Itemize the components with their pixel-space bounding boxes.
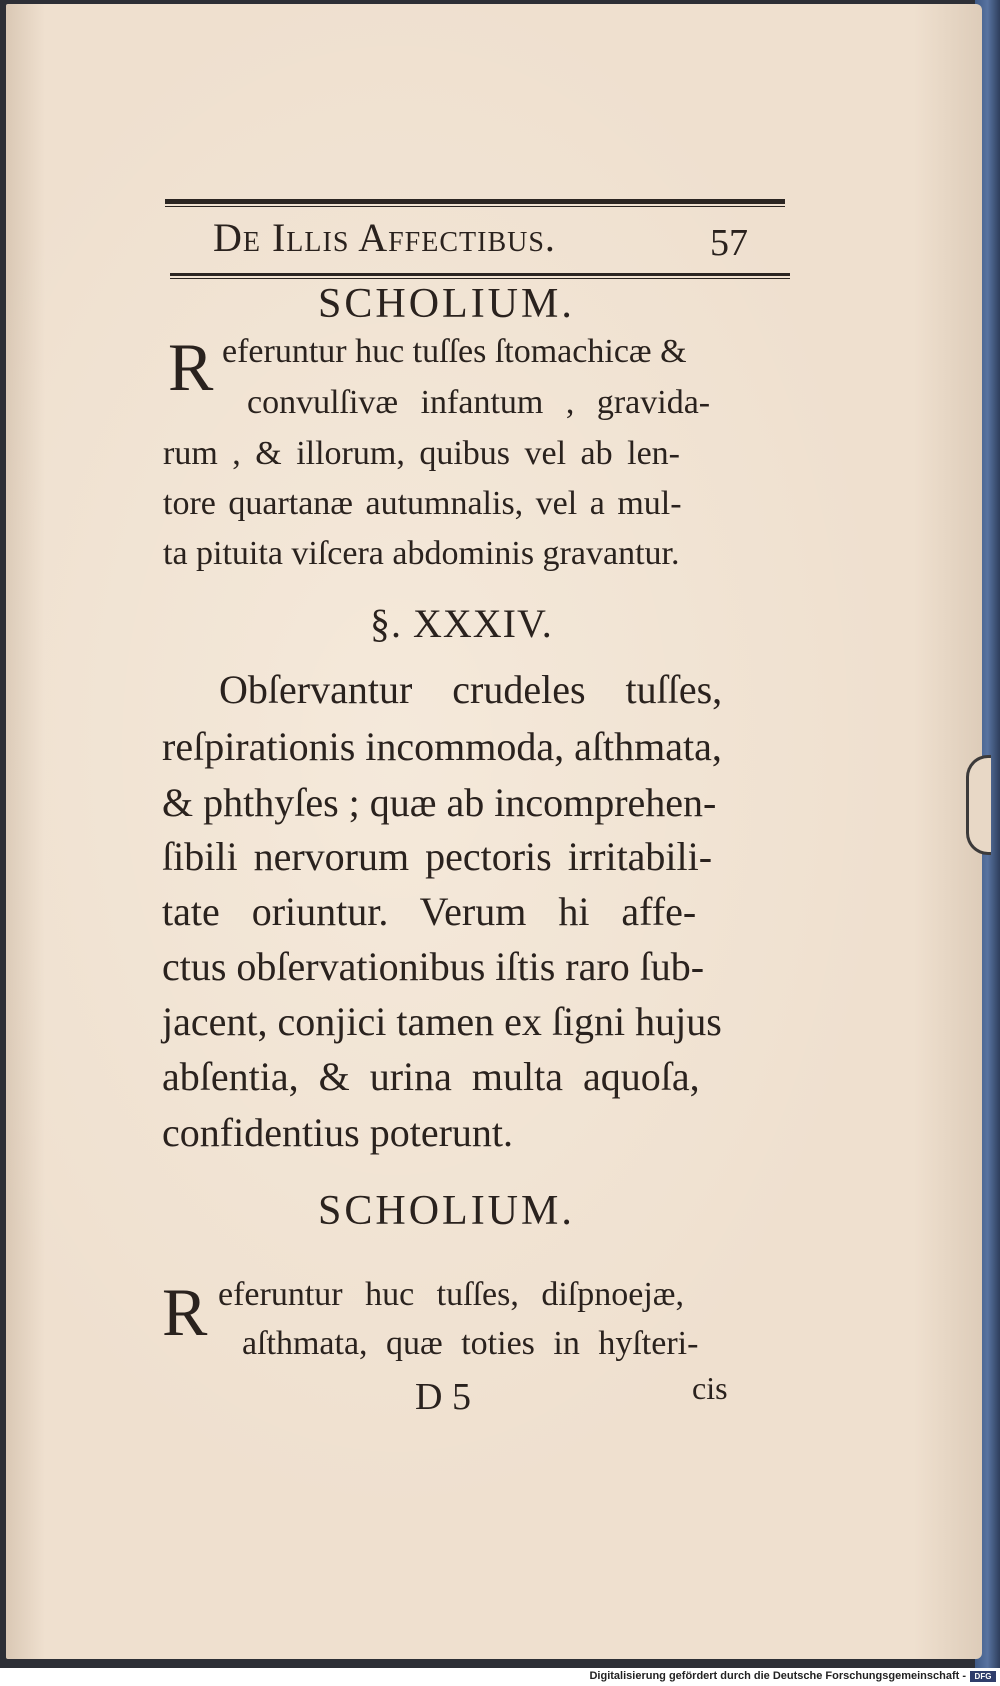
text-line: ctus obſervationibus iſtis raro ſub- <box>162 944 705 989</box>
signature-mark: D 5 <box>415 1376 471 1418</box>
text-line: rum , & illorum, quibus vel ab len- <box>163 435 680 472</box>
text-line: tore quartanæ autumnalis, vel a mul- <box>163 485 682 522</box>
header-rule-top <box>165 199 785 204</box>
text-line: convulſivæ infantum , gravida- <box>247 384 711 421</box>
running-title: De Illis Affectibus. <box>213 215 556 260</box>
text-line: jacent, conjici tamen ex ſigni hujus <box>162 999 722 1044</box>
header-rule-top-thin <box>165 206 785 207</box>
text-line: reſpirationis incommoda, aſthmata, <box>162 724 722 769</box>
page-tab <box>966 755 991 855</box>
text-line: & phthyſes ; quæ ab incomprehen- <box>162 780 717 825</box>
header-rule-bottom-thin <box>170 278 790 279</box>
footer-bar <box>0 1668 1000 1686</box>
dfg-logo: DFG <box>970 1671 996 1682</box>
page-number: 57 <box>710 222 748 264</box>
text-line: confidentius poterunt. <box>162 1110 514 1155</box>
text-line: abſentia, & urina multa aquoſa, <box>162 1054 700 1099</box>
text-line: Obſervantur crudeles tuſſes, <box>219 667 723 712</box>
catchword: cis <box>692 1370 728 1406</box>
text-line: ta pituita viſcera abdominis gravantur. <box>163 535 680 572</box>
text-line: eferuntur huc tuſſes ſtomachicæ & <box>222 333 687 370</box>
text-line: ſibili nervorum pectoris irritabili- <box>162 834 713 879</box>
text-line: tate oriuntur. Verum hi affe- <box>162 889 697 934</box>
scholium-heading: SCHOLIUM. <box>318 281 575 327</box>
header-rule-bottom <box>170 273 790 276</box>
drop-cap: R <box>168 329 214 405</box>
text-line: eferuntur huc tuſſes, diſpnoejæ, <box>218 1276 684 1313</box>
text-line: aſthmata, quæ toties in hyſteri- <box>242 1325 699 1362</box>
section-heading: §. XXXIV. <box>370 601 553 646</box>
drop-cap: R <box>162 1274 208 1350</box>
funding-credit: Digitalisierung gefördert durch die Deutsche Forschungsgemeinschaft - <box>589 1670 966 1682</box>
scholium-heading: SCHOLIUM. <box>318 1188 575 1234</box>
